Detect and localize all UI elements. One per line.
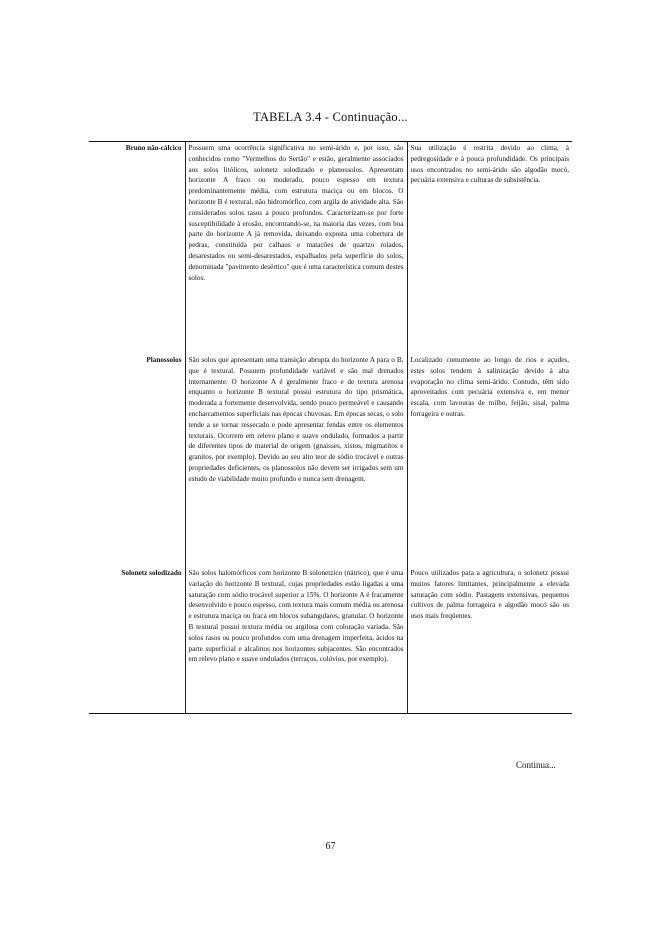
soil-table xyxy=(89,141,572,714)
soil-use: Localizado comumente ao longo de rios e açudes, estes solos tendem à salinização devido à alta evaporação no clima semi-árido. Contudo, têm sido aproveitados com pecuária extensiva e, em menor escala, com lavouras de milho, feijão, sisal, palma forrageira e outras. xyxy=(410,356,569,418)
soil-description: São solos que apresentam uma transição abrupta do horizonte A para o B, que é textural. Possuem profundidade variável e são mal drenados internamente. O horizonte A é geralmente fraco e de textura arenosa enquanto o horizonte B textural possui estrutura do tipo prismática, moderada a fortemente desenvolvida, sendo pouco permeável e causando encharcamentos superficiais nas épocas chuvosas. Em épocas secas, o solo tende a se tornar ressecado e pode apresentar fendas entre os elementos texturais. Ocorrem em relevo plano e suave ondulado, formados a partir de diferentes tipos de material de origem (gnaisses, xistos, migmatitos e granitos, por exemplo). Devido ao seu alto teor de sódio trocável e outras propriedades deficientes, os planossolos não devem ser irrigados sem um estudo de viabilidade muito profundo e nunca sem drenagem. xyxy=(185,355,407,568)
table-row xyxy=(89,568,572,714)
table-title: TABELA 3.4 - Continuação... xyxy=(253,110,408,124)
page-number: 67 xyxy=(325,841,336,852)
soil-description: São solos halomórficos com horizonte B solonetzico (nátrico), que é uma variação do horizonte B textural, cujas propriedades estão ligadas a uma saturação com sódio trocável superior a 15%. O horizonte A é fracamente desenvolvido e pouco espesso, com textura mais comum média ou arenosa e estrutura maciça ou fraca em blocos subangulares, granular. O horizonte B textural possui textura média ou argilosa com coloração variada. São solos rasos ou pouco profundos com uma drenagem imperfeita, ácidos na parte superficial e alcalinos nos horizontes subjacentes. São encontrados em relevo plano e suave ondulados (terraços, colúvios, por exemplo). xyxy=(185,568,407,714)
soil-name: Solonetz solodizado xyxy=(89,568,185,714)
soil-use: Sua utilização é restrita devido ao clima, à pedregosidade e à pouca profundidade. Os principais usos encontrados no semi-árido são algodão mocó, pecuária extensiva e culturas de subsistência. xyxy=(407,142,572,356)
soil-name: Bruno não-cálcico xyxy=(89,142,185,356)
soil-name: Planossolos xyxy=(146,356,182,364)
table-row xyxy=(89,142,572,356)
table-row xyxy=(89,355,572,568)
continues-label: Continua... xyxy=(516,760,556,770)
soil-use: Pouco utilizados para a agricultura, o solonetz possui muitos fatores limitantes, principalmente a elevada saturação com sódio. Pastagens extensivas, pequenos cultivos de palma forrageira e algodão mocó são os usos mais freqüentes. xyxy=(407,568,572,714)
soil-description: Possuem uma ocorrência significativa no semi-árido e, por isso, são conhecidos como "Vermelhos do Sertão" e estão, geralmente associados aos solos litólicos, solonetz solodizado e planossolos. Apresentam horizonte A fraco ou moderado, pouco espesso em textura predominantemente média, com estrutura maciça ou em blocos. O horizonte B é textural, não hidromórfico, com argila de atividade alta. São considerados solos rasos a pouco profundos. Caracterizam-se por forte susceptibilidade à erosão, encontrando-se, na maioria das vezes, com boa parte do horizonte A já removida, deixando exposta uma cobertura de pedras, constituída por calhaus e matacões de quartzo rolados, desarestados ou semi-desarestados, espalhados pela superfície do solos, denominada "pavimento desértico" que é uma característica comum destes solos. xyxy=(185,142,407,356)
